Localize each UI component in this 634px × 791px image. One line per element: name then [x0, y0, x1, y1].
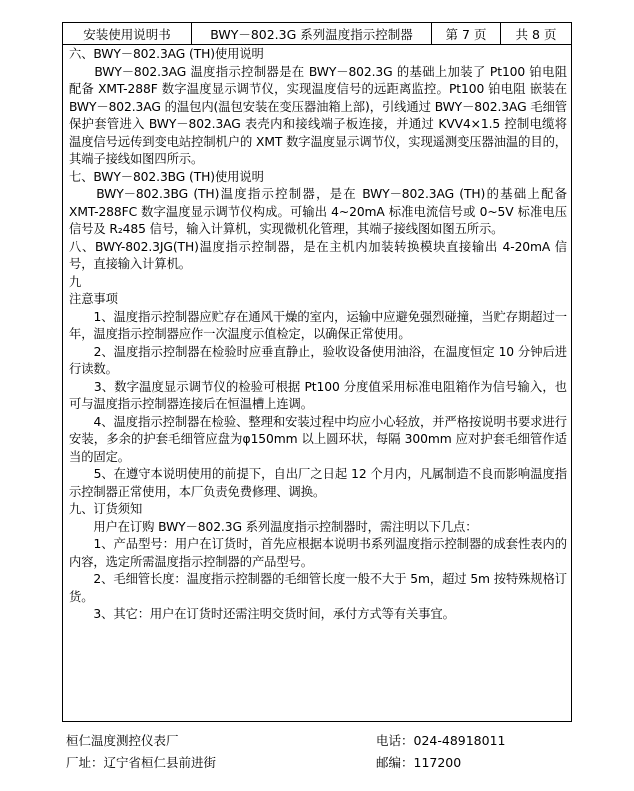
paragraph: 八、BWY-802.3JG(TH)温度指示控制器，是在主机内加装转换模块直接输出 4-20mA 信号，直接输入计算机。 [69, 239, 567, 271]
note-item: 3、数字温度显示调节仪的检验可根据 Pt100 分度值采用标准电阻箱作为信号输入，也可与温度指示控制器连接后在恒温槽上连调。 [69, 379, 567, 411]
page-total: 共 8 页 [515, 26, 557, 42]
paragraph: BWY－802.3BG (TH)温度指示控制器，是在 BWY－802.3AG (TH)的基础上配备 XMT-288FC 数字温度显示调节仪构成。可输出 4~20mA 标准电流信号或 0~5V 标准电压信号及 R₂485 信号，输入计算机，实现微机化管理，其端子接线图如图五所示。 [69, 187, 567, 236]
document-footer [66, 730, 586, 774]
company-name: 桓仁温度测控仪表厂 [66, 733, 179, 748]
ordering-item: 2、毛细管长度：温度指示控制器的毛细管长度一般不大于 5m，超过 5m 按特殊规格订货。 [69, 572, 567, 604]
section-heading-6: 六、BWY－802.3AG (TH)使用说明 [69, 47, 264, 61]
document-header [63, 23, 571, 45]
document-body [63, 45, 571, 624]
note-item: 2、温度指示控制器在检验时应垂直静止，验收设备使用油浴，在温度恒定 10 分钟后进行读数。 [69, 344, 567, 376]
company-address: 厂址：辽宁省桓仁县前进街 [66, 755, 217, 770]
ordering-item: 3、其它：用户在订货时还需注明交货时间，承付方式等有关事宜。 [69, 607, 455, 621]
note-item: 1、温度指示控制器应贮存在通风干燥的室内，运输中应避免强烈碰撞，当贮存期超过一年，温度指示控制器应作一次温度示值检定，以确保正常使用。 [69, 309, 567, 341]
note-item: 4、温度指示控制器在检验、整理和安装过程中均应小心轻放，并严格按说明书要求进行安装，多余的护套毛细管应盘为φ150mm 以上圆环状，每隔 300mm 应对护套毛细管作适当的固定。 [69, 414, 567, 464]
section-heading-9: 九 [69, 274, 82, 289]
notes-heading: 注意事项 [69, 292, 118, 306]
postcode: 邮编：117200 [376, 755, 462, 770]
page-number: 第 7 页 [432, 23, 501, 44]
section-heading-7: 七、BWY－802.3BG (TH)使用说明 [69, 169, 264, 184]
document-frame [62, 22, 572, 722]
note-item: 5、在遵守本说明使用的前提下，自出厂之日起 12 个月内，凡属制造不良而影响温度指示控制器正常使用，本厂负责免费修理、调换。 [69, 467, 567, 499]
paragraph: BWY－802.3AG 温度指示控制器是在 BWY－802.3G 的基础上加装了 Pt100 铂电阻配备 XMT-288F 数字温度显示调节仪，实现温度信号的远距离监控。Pt100 铂电阻 嵌装在 BWY－802.3AG 的温包内(温包安装在变压器油箱上部)，引线通过 BWY－802.3AG 毛细管保护套管进入 BWY－802.3AG 表壳内和接线端子板连接，并通过 KVV4×1.5 控制电缆将温度信号远传到变电站控制机户的 XMT 数字温度显示调节仪，实现遥测变压器油温的目的，其端子接线如图四所示。 [69, 64, 567, 166]
ordering-heading: 九、订货须知 [69, 502, 143, 516]
product-name: BWY－802.3G 系列温度指示控制器 [192, 23, 432, 44]
ordering-item: 1、产品型号：用户在订货时，首先应根据本说明书系列温度指示控制器的成套性表内的内容，选定所需温度指示控制器的产品型号。 [69, 537, 567, 569]
phone-number: 电话：024-48918011 [376, 733, 506, 748]
manual-title: 安装使用说明书 [63, 23, 192, 44]
paragraph: 用户在订购 BWY－802.3G 系列温度指示控制器时，需注明以下几点： [69, 519, 478, 534]
